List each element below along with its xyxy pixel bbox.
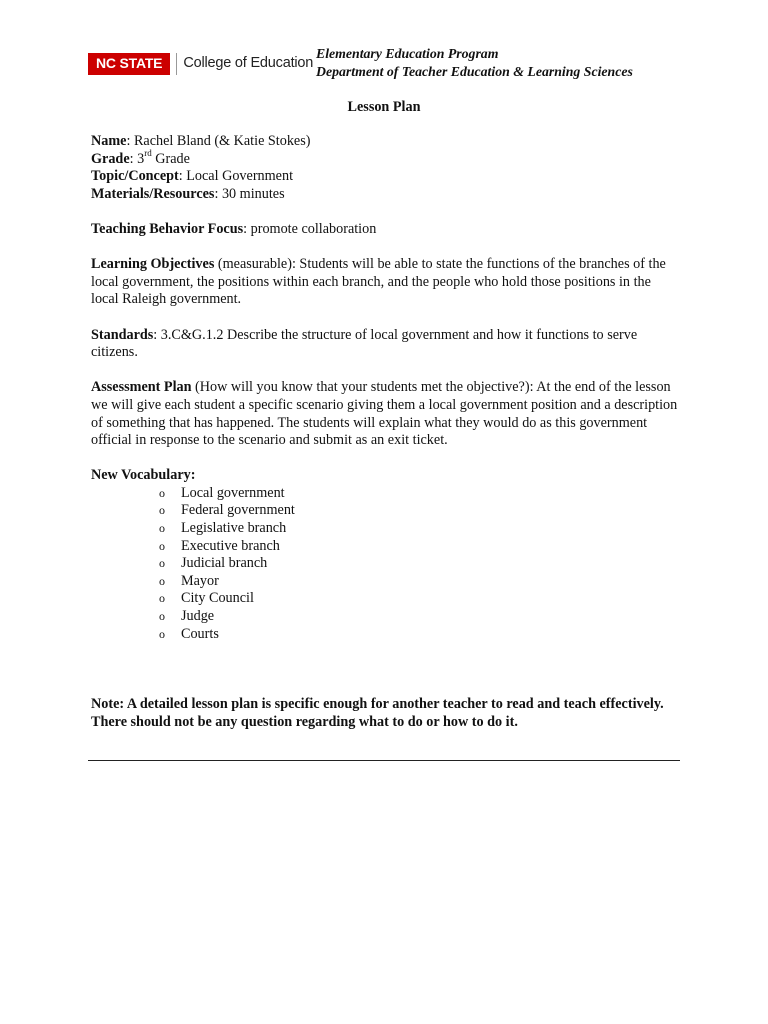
bullet-icon: o — [159, 556, 165, 571]
name-value: : Rachel Bland (& Katie Stokes) — [126, 133, 311, 149]
list-item: o Judge — [159, 608, 215, 625]
grade-suffix: Grade — [151, 150, 190, 167]
bullet-icon: o — [159, 538, 165, 553]
name-field — [91, 133, 681, 151]
materials-label: Materials/Resources — [91, 185, 215, 202]
grade-value: : 3 — [129, 150, 145, 167]
focus-value: : promote collaboration — [243, 220, 377, 237]
list-item: o Legislative branch — [159, 520, 287, 537]
objectives-label: Learning Objectives — [91, 256, 215, 273]
list-item: o City Council — [159, 590, 254, 607]
nc-state-logo — [88, 53, 313, 75]
materials-value: : 30 minutes — [214, 185, 285, 202]
assessment-label: Assessment Plan — [91, 379, 192, 396]
list-item: o Judicial branch — [159, 555, 268, 572]
lesson-plan-body — [91, 133, 681, 731]
assessment-field — [91, 379, 681, 449]
bullet-icon: o — [159, 573, 165, 588]
bullet-icon: o — [159, 609, 165, 624]
list-item: o Mayor — [159, 572, 219, 589]
standards-label: Standards — [91, 326, 154, 343]
vocabulary-heading: New Vocabulary: — [91, 467, 196, 484]
list-item: o Courts — [159, 625, 219, 642]
grade-field — [91, 147, 681, 169]
focus-label: Teaching Behavior Focus — [91, 220, 244, 237]
grade-ordinal: rd — [144, 147, 152, 158]
department-name: Department of Teacher Education & Learning Sciences — [316, 63, 633, 79]
assessment-value: (How will you know that your students met the objective?): At the end of the lesson we will give each student a specific scenario giving them a local government position and a description of something that has happened. The students will explain what they would do as this government official in response to the scenario and submit as an exit ticket. — [91, 379, 678, 449]
document-title: Lesson Plan — [347, 99, 421, 115]
standards-field — [91, 327, 681, 362]
standards-value: : 3.C&G.1.2 Describe the structure of local government and how it functions to serve citizens. — [91, 326, 638, 361]
objectives-value: (measurable): Students will be able to state the functions of the branches of the local government, the positions within each branch, and the people who hold those positions in the local Raleigh government. — [91, 256, 666, 308]
program-name: Elementary Education Program — [316, 46, 499, 61]
bullet-icon: o — [159, 626, 165, 641]
list-item: o Executive branch — [159, 537, 280, 554]
vocabulary-list — [91, 485, 681, 643]
name-label: Name — [91, 133, 127, 149]
materials-field — [91, 186, 681, 204]
bullet-icon: o — [159, 521, 165, 536]
note-paragraph: Note: A detailed lesson plan is specific enough for another teacher to read and teach effectively. There should not be any question regarding what to do or how to do it. — [91, 696, 664, 730]
topic-value: : Local Government — [178, 168, 294, 185]
list-item: o Federal government — [159, 502, 295, 519]
topic-label: Topic/Concept — [91, 168, 179, 185]
logo-badge: NC STATE — [88, 53, 170, 75]
list-item: o Local government — [159, 484, 285, 501]
bullet-icon: o — [159, 485, 165, 500]
logo-divider — [176, 53, 177, 75]
grade-label: Grade — [91, 150, 130, 167]
topic-field — [91, 168, 681, 186]
focus-field — [91, 221, 681, 239]
objectives-field — [91, 256, 681, 309]
bullet-icon: o — [159, 591, 165, 606]
logo-college-name: College of Education — [183, 55, 314, 72]
bullet-icon: o — [159, 503, 165, 518]
program-header — [316, 45, 633, 80]
horizontal-rule — [88, 760, 680, 761]
